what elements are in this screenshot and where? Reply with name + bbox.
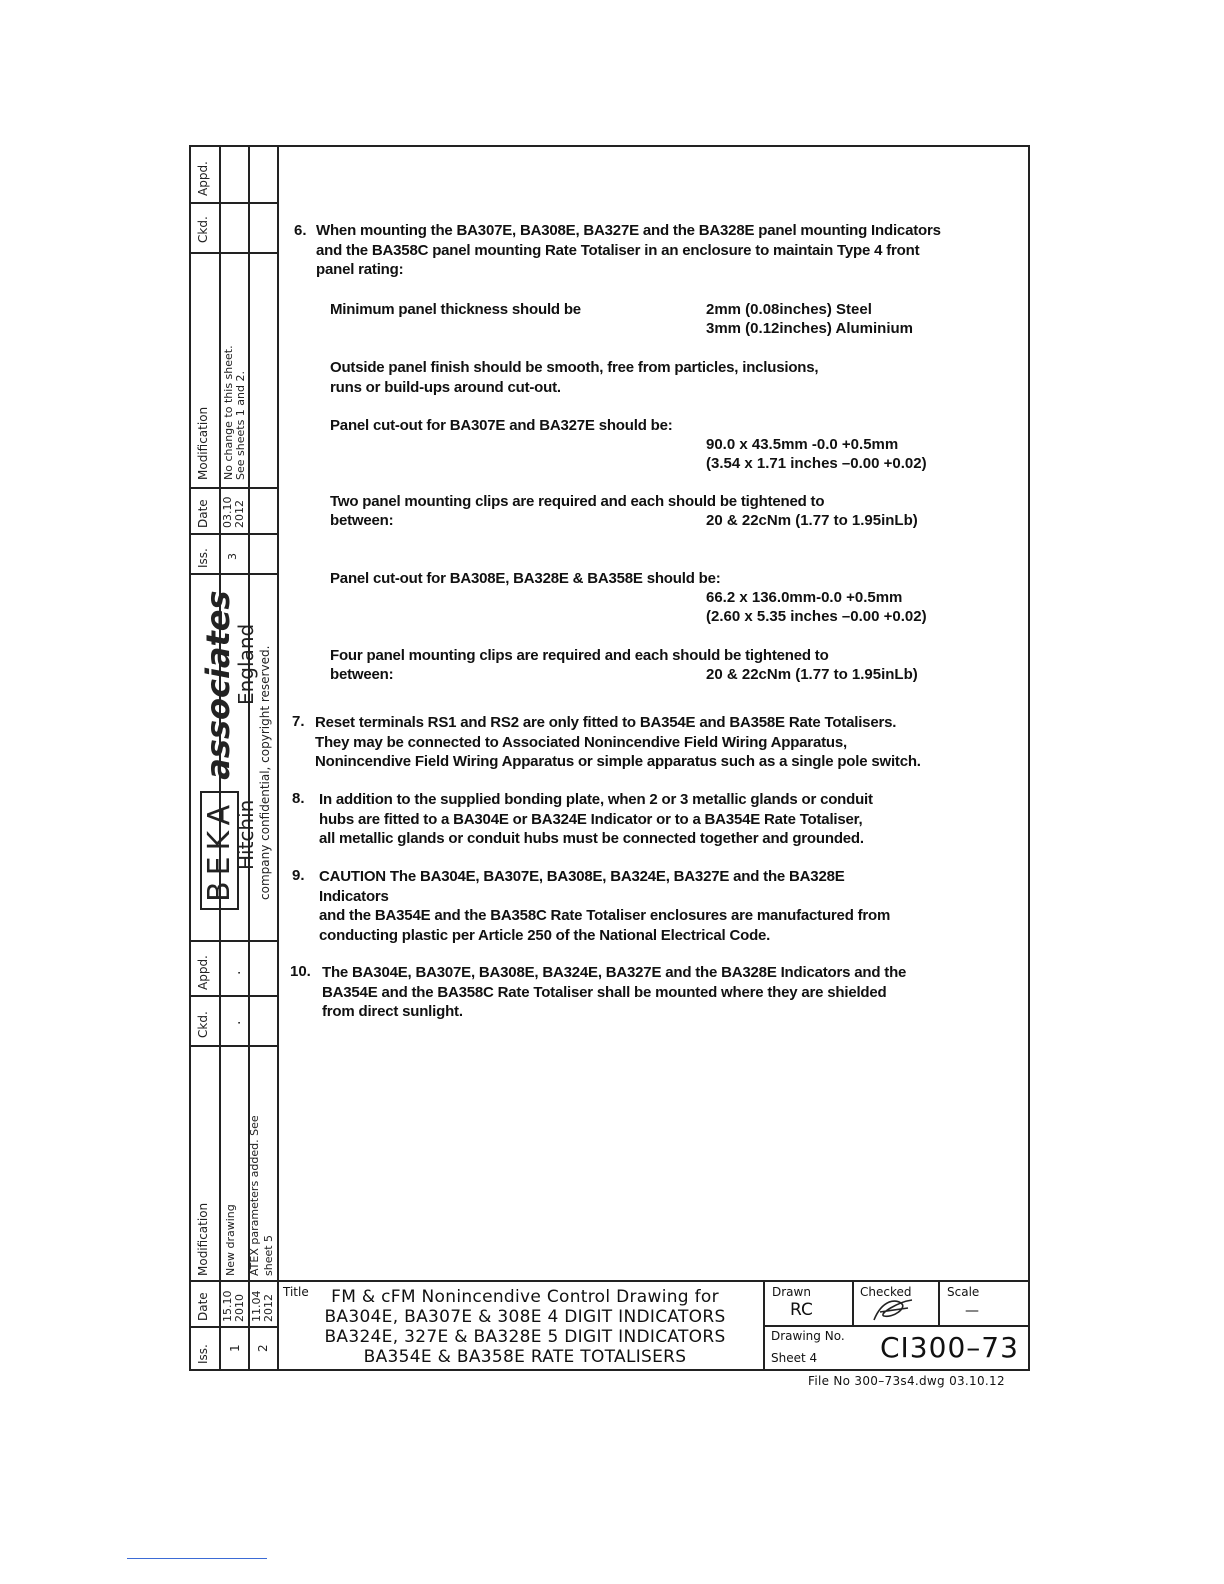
rev-header-appd: Appd. <box>196 161 210 196</box>
sheet-label: Sheet 4 <box>771 1351 818 1365</box>
note-6-number: 6. <box>294 222 307 239</box>
rev-header-modification: Modification <box>196 406 210 480</box>
note-6-line: panel rating: <box>316 261 404 278</box>
rev2-header-appd: Appd. <box>196 955 210 990</box>
note-10-line: from direct sunlight. <box>322 1003 463 1020</box>
rev-top-rule <box>189 252 278 254</box>
file-number: File No 300–73s4.dwg 03.10.12 <box>808 1374 1005 1388</box>
note-6-line: When mounting the BA307E, BA308E, BA327E and the BA328E panel mounting Indicators <box>316 222 941 239</box>
rev2-header-iss: Iss. <box>196 1344 210 1364</box>
drawn-value: RC <box>790 1300 813 1320</box>
note-8-line: hubs are fitted to a BA304E or BA324E Indicator or to a BA354E Rate Totaliser, <box>319 810 863 828</box>
note-10-line: The BA304E, BA307E, BA308E, BA324E, BA327E and the BA328E Indicators and the <box>322 964 907 981</box>
note-9-number: 9. <box>292 867 305 884</box>
cutout1-label: Panel cut-out for BA307E and BA327E should be: <box>330 417 673 434</box>
title-block-divider <box>763 1325 1029 1327</box>
note-7-line: They may be connected to Associated Nonincendive Field Wiring Apparatus, <box>315 733 847 751</box>
company-town: Hitchin <box>234 799 258 870</box>
note-8-text <box>319 790 1019 849</box>
company-name: associates <box>199 590 237 780</box>
rev-iss: 3 <box>226 553 239 560</box>
note-10-text <box>322 963 1022 1022</box>
cutout1-mm: 90.0 x 43.5mm -0.0 +0.5mm <box>706 436 899 453</box>
rev2-header-modification: Modification <box>196 1202 210 1276</box>
cutout2-inches: (2.60 x 5.35 inches –0.00 +0.02) <box>706 608 927 625</box>
scale-label: Scale <box>947 1285 980 1299</box>
rev2-appd-mark: . <box>228 970 244 975</box>
rev2-row2-mod-line1: ATEX parameters added. See <box>248 1115 261 1276</box>
title-label: Title <box>283 1285 309 1299</box>
rev-bottom-rule <box>189 995 278 997</box>
checked-signature-icon <box>868 1296 918 1324</box>
rev-top-rule <box>189 533 278 535</box>
rev-top-rule <box>189 573 278 575</box>
note-7-line: Nonincendive Field Wiring Apparatus or simple apparatus such as a single pole switch. <box>315 753 921 770</box>
title-block-divider <box>938 1280 940 1325</box>
title-line: FM & cFM Nonincendive Control Drawing for <box>331 1287 719 1307</box>
thickness-label: Minimum panel thickness should be <box>330 301 581 318</box>
company-country: England <box>234 623 258 705</box>
clips4-torque: 20 & 22cNm (1.77 to 1.95inLb) <box>706 666 918 683</box>
checked-label: Checked <box>860 1285 912 1299</box>
rev2-row1-date: 15.10 2010 <box>221 1290 246 1322</box>
rev-bottom-rule <box>189 940 278 942</box>
clips4-line2: between: <box>330 666 394 683</box>
caution-label: CAUTION <box>319 868 386 885</box>
note-8-number: 8. <box>292 790 305 807</box>
rev2-header-date: Date <box>196 1292 210 1321</box>
note-7-line: Reset terminals RS1 and RS2 are only fitted to BA354E and BA358E Rate Totalisers. <box>315 714 897 731</box>
rev-mod-line1: No change to this sheet. <box>222 345 235 480</box>
rev2-row1-mod: New drawing <box>224 1204 237 1276</box>
rev-bottom-rule <box>189 1045 278 1047</box>
rev2-row2-iss: 2 <box>256 1344 270 1352</box>
note-8-line: In addition to the supplied bonding plate, when 2 or 3 metallic glands or conduit <box>319 791 873 808</box>
rev-bottom-rule <box>189 1326 278 1328</box>
title-block-divider <box>852 1280 854 1325</box>
note-9-line: Indicators <box>319 887 389 905</box>
note-9-line: and the BA354E and the BA358C Rate Totaliser enclosures are manufactured from <box>319 907 891 924</box>
rev2-header-ckd: Ckd. <box>196 1011 210 1038</box>
note-6-line: and the BA358C panel mounting Rate Totaliser in an enclosure to maintain Type 4 front <box>316 241 920 259</box>
rev-date: 03.10 2012 <box>221 496 246 528</box>
rev2-row1-iss: 1 <box>228 1344 242 1352</box>
beka-logo-text: BEKA <box>200 791 239 910</box>
rev-header-ckd: Ckd. <box>196 216 210 243</box>
copyright-notice: company confidential, copyright reserved. <box>258 645 272 900</box>
title-block-top <box>277 1280 1029 1282</box>
rev2-ckd-mark: . <box>228 1020 244 1025</box>
rev-mod-line2: See sheets 1 and 2. <box>234 371 247 480</box>
drawn-label: Drawn <box>772 1285 811 1299</box>
thickness-steel: 2mm (0.08inches) Steel <box>706 301 872 318</box>
note-9-text <box>319 867 1019 945</box>
drawing-number: CI300–73 <box>880 1331 1019 1364</box>
clips2-torque: 20 & 22cNm (1.77 to 1.95inLb) <box>706 512 918 529</box>
finish-line: runs or build-ups around cut-out. <box>330 378 561 396</box>
scale-value: — <box>965 1303 979 1319</box>
clips2-line1: Two panel mounting clips are required and each should be tightened to <box>330 493 825 510</box>
note-8-line: all metallic glands or conduit hubs must be connected together and grounded. <box>319 830 864 847</box>
title-line: BA324E, 327E & BA328E 5 DIGIT INDICATORS <box>324 1327 726 1347</box>
finish-text <box>330 358 818 397</box>
title-line: BA354E & BA358E RATE TOTALISERS <box>363 1347 687 1367</box>
clips2-line2: between: <box>330 512 394 529</box>
cutout2-label: Panel cut-out for BA308E, BA328E & BA358E should be: <box>330 570 721 587</box>
company-logo <box>199 590 239 910</box>
rev-header-date: Date <box>196 499 210 528</box>
rev-top-rule <box>189 202 278 204</box>
title-text <box>292 1287 758 1367</box>
rev2-row2-date: 11.04 2012 <box>250 1290 275 1322</box>
cutout2-mm: 66.2 x 136.0mm-0.0 +0.5mm <box>706 589 903 606</box>
note-7-text <box>315 713 1015 772</box>
cutout1-inches: (3.54 x 1.71 inches –0.00 +0.02) <box>706 455 927 472</box>
note-7-number: 7. <box>292 713 305 730</box>
rev-header-iss: Iss. <box>196 548 210 568</box>
finish-line: Outside panel finish should be smooth, free from particles, inclusions, <box>330 359 819 376</box>
title-line: BA304E, BA307E & 308E 4 DIGIT INDICATORS <box>324 1307 726 1327</box>
strip-divider <box>277 145 279 1371</box>
note-9-line1-rest: The BA304E, BA307E, BA308E, BA324E, BA327E and the BA328E <box>385 868 845 885</box>
thickness-aluminium: 3mm (0.12inches) Aluminium <box>706 320 913 337</box>
drawing-no-label: Drawing No. <box>771 1329 845 1343</box>
footer-rule <box>127 1558 267 1559</box>
note-9-line: conducting plastic per Article 250 of the National Electrical Code. <box>319 926 771 944</box>
clips4-line1: Four panel mounting clips are required and each should be tightened to <box>330 647 829 664</box>
note-6-intro <box>316 221 1016 280</box>
note-9-first-line <box>319 867 1019 887</box>
rev2-row2-mod-line2: sheet 5 <box>262 1234 275 1276</box>
note-10-line: BA354E and the BA358C Rate Totaliser shall be mounted where they are shielded <box>322 983 887 1001</box>
note-10-number: 10. <box>290 963 311 980</box>
